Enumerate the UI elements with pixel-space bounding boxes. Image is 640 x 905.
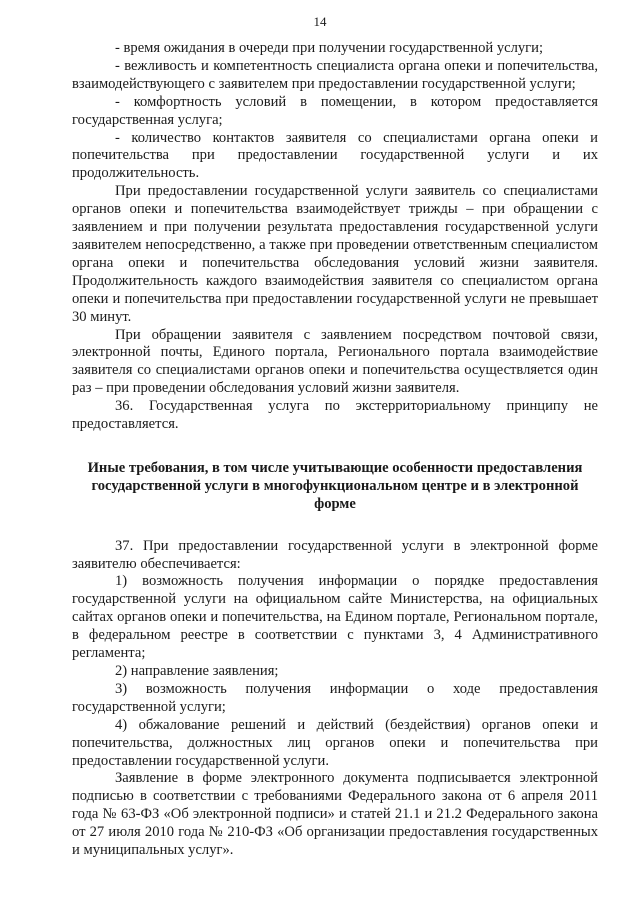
list-item-2: 2) направление заявления;	[115, 663, 279, 679]
paragraph-37: 37. При предоставлении государственной услуги в электронной форме заявителю обеспечивается:	[72, 537, 598, 572]
bullet-contacts: - количество контактов заявителя со специалистами органа опеки и попечительства при предоставлении государственной услуги и их продолжительность.	[72, 129, 598, 182]
paragraph-remote-application: При обращении заявителя с заявлением посредством почтовой связи, электронной почты, Единого портала, Регионального портала взаимодействие заявителя со специалистами органов опеки и попечительства осуществляется один раз – при проведении обследования условий жизни заявителя.	[72, 326, 598, 397]
bullet-comfort: - комфортность условий в помещении, в котором предоставляется государственная услуга;	[72, 93, 598, 128]
bullet-politeness: - вежливость и компетентность специалиста органа опеки и попечительства, взаимодействующего с заявителем при предоставлении государственной услуги;	[72, 57, 598, 92]
list-item-1: 1) возможность получения информации о порядке предоставления государственной услуги на официальном сайте Министерства, на официальных сайтах органов опеки и попечительства, на Едином портале, Региональном портале, в федеральном реестре в соответствии с пунктами 3, 4 Административного регламента;	[72, 573, 598, 662]
list-item-4: 4) обжалование решений и действий (бездействия) органов опеки и попечительства, должностных лиц органов опеки и попечительства при предоставлении государственной услуги.	[72, 716, 598, 769]
document-body	[72, 40, 598, 860]
section-heading: Иные требования, в том числе учитывающие особенности предоставления государственной услуги в многофункциональном центре и в электронной форме	[87, 459, 583, 512]
paragraph-electronic-signature: Заявление в форме электронного документа подписывается электронной подписью в соответствии с требованиями Федерального закона от 6 апреля 2011 года № 63-ФЗ «Об электронной подписи» и статей 21.1 и 21.2 Федерального закона от 27 июля 2010 года № 210-ФЗ «Об организации предоставления государственных и муниципальных услуг».	[72, 770, 598, 859]
paragraph-interactions: При предоставлении государственной услуги заявитель со специалистами органов опеки и попечительства взаимодействует трижды – при обращении с заявлением и при получении результата предоставления государственной услуги заявителем непосредственно, а также при проведении ответственным специалистом органа опеки и попечительства обследования условий жизни заявителя. Продолжительность каждого взаимодействия заявителя со специалистом органа опеки и попечительства при предоставлении государственной услуги не превышает 30 минут.	[72, 183, 598, 325]
list-item-3: 3) возможность получения информации о ходе предоставления государственной услуги;	[72, 680, 598, 715]
bullet-waiting-time: - время ожидания в очереди при получении государственной услуги;	[115, 40, 544, 56]
paragraph-36: 36. Государственная услуга по экстерриториальному принципу не предоставляется.	[72, 398, 598, 433]
page-number: 14	[313, 14, 327, 29]
